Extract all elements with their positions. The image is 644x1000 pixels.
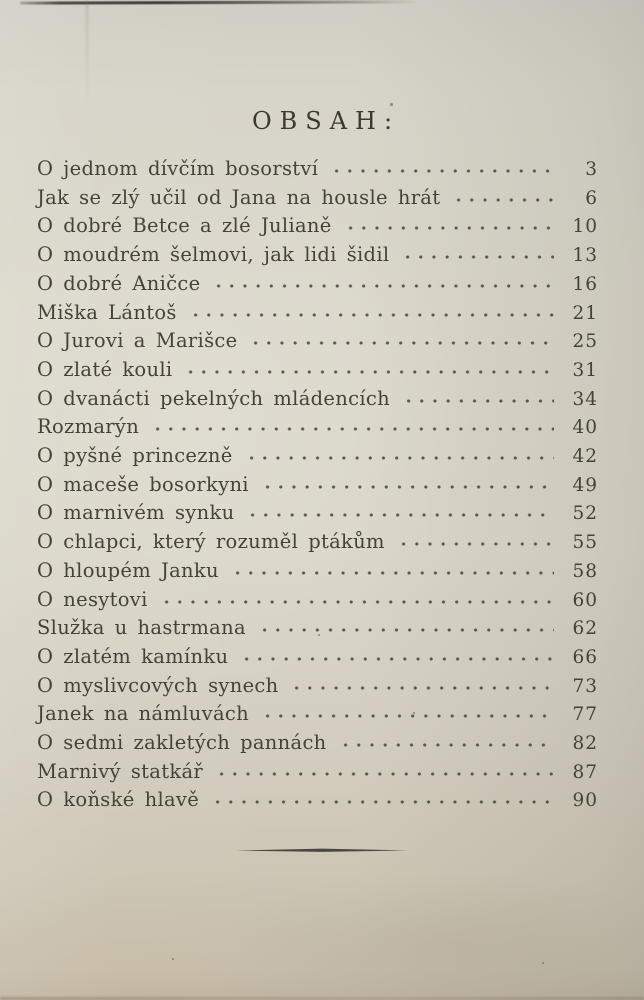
toc-entry-page-number: 49 [572,474,598,496]
toc-entry-title: Služka u hastrmana [37,616,246,640]
toc-entry-page-number: 66 [572,646,598,668]
toc-entry-page-number: 16 [572,273,598,295]
toc-entry-title: O pyšné princezně [37,444,233,468]
dot-leader [186,312,554,318]
toc-entry-title: O zlatém kamínku [37,644,229,668]
toc-entry-page-number: 73 [572,675,598,697]
dot-leader [336,742,554,748]
toc-entry-row [37,614,598,643]
toc-entry-page-number: 60 [572,589,598,611]
toc-entry-row [37,586,598,615]
toc-entry-page-number: 62 [572,618,598,640]
toc-entry-row [37,729,598,758]
dot-leader [258,713,554,719]
toc-entry-row [37,643,598,672]
toc-entry-title: Miška Lántoš [37,300,177,324]
toc-entry-page-number: 42 [572,446,598,468]
dot-leader [208,799,554,805]
dot-leader [287,685,554,691]
toc-entry-title: O nesytovi [37,587,148,611]
dot-leader [242,455,554,461]
toc-entry-row [37,299,598,328]
paper-speck [172,958,174,960]
scan-top-edge-shadow [20,0,420,4]
toc-entry-row [37,184,598,213]
dot-leader [157,599,554,605]
toc-entry-page-number: 34 [572,388,598,410]
toc-entry-title: Jak se zlý učil od Jana na housle hrát [37,185,441,209]
toc-entry-page-number: 52 [572,503,598,525]
toc-entry-row [37,413,598,442]
toc-entry-row [37,155,598,184]
decorative-rule [0,838,644,857]
toc-entry-row [37,471,598,500]
dot-leader [341,225,554,231]
toc-entry-row [37,786,598,815]
toc-entry-row [37,672,598,701]
toc-list [37,155,598,815]
toc-entry-page-number: 77 [572,704,598,726]
paper-speck [390,103,393,106]
dot-leader [327,168,554,174]
toc-entry-page-number: 55 [572,532,598,554]
dot-leader [399,398,554,404]
dot-leader [181,369,554,375]
toc-entry-title: Rozmarýn [37,415,140,439]
dot-leader [394,541,554,547]
dot-leader [237,656,554,662]
toc-entry-row [37,241,598,270]
toc-entry-page-number: 82 [572,733,598,755]
toc-entry-title: Janek na námluvách [37,702,249,726]
toc-entry-page-number: 21 [572,302,598,324]
toc-entry-page-number: 58 [572,560,598,582]
toc-entry-title: O dvanácti pekelných mládencích [37,386,390,410]
toc-entry-page-number: 6 [585,187,598,209]
toc-entry-row [37,499,598,528]
dot-leader [255,627,554,633]
page-title: OBSAH: [251,107,401,135]
dot-leader [148,426,554,432]
toc-entry-row [37,528,598,557]
toc-entry-page-number: 3 [585,159,598,180]
toc-entry-page-number: 90 [572,790,598,812]
toc-entry-row [37,442,598,471]
toc-entry-row [37,270,598,299]
dot-leader [243,512,554,518]
dot-leader [258,484,554,490]
toc-entry-row [37,758,598,787]
toc-entry-title: O marnivém synku [37,501,235,525]
toc-entry-title: O Jurovi a Marišce [37,329,238,353]
toc-entry-row [37,356,598,385]
toc-entry-title: O dobré Aničce [37,271,201,295]
toc-entry-row [37,385,598,414]
dot-leader [246,340,554,346]
toc-entry-title: Marnivý statkář [37,759,204,783]
toc-entry-title: O hloupém Janku [37,558,219,582]
toc-entry-row [37,212,598,241]
dot-leader [212,771,554,777]
toc-entry-page-number: 40 [572,417,598,439]
toc-entry-page-number: 25 [572,331,598,353]
toc-entry-row [37,327,598,356]
toc-entry-title: O sedmi zakletých pannách [37,731,327,755]
toc-entry-row [37,700,598,729]
toc-entry-title: O maceše bosorkyni [37,472,249,496]
dot-leader [228,570,554,576]
toc-entry-page-number: 10 [572,216,598,238]
toc-entry-title: O zlaté kouli [37,357,173,381]
toc-entry-page-number: 87 [572,761,598,783]
dot-leader [449,197,554,203]
toc-entry-page-number: 31 [572,359,598,381]
paper-speck [542,962,544,964]
toc-entry-title: O dobré Betce a zlé Julianě [37,214,332,238]
toc-entry-title: O moudrém šelmovi, jak lidi šidil [37,243,390,267]
dot-leader [209,283,554,289]
toc-entry-title: O koňské hlavě [37,788,200,812]
toc-entry-page-number: 13 [572,245,598,267]
paper-crease [86,0,88,110]
toc-entry-title: O chlapci, který rozuměl ptákům [37,530,385,554]
toc-entry-title: O jednom dívčím bosorství [37,157,319,180]
toc-entry-title: O myslivcových synech [37,673,279,697]
toc-entry-row [37,557,598,586]
dot-leader [398,254,554,260]
